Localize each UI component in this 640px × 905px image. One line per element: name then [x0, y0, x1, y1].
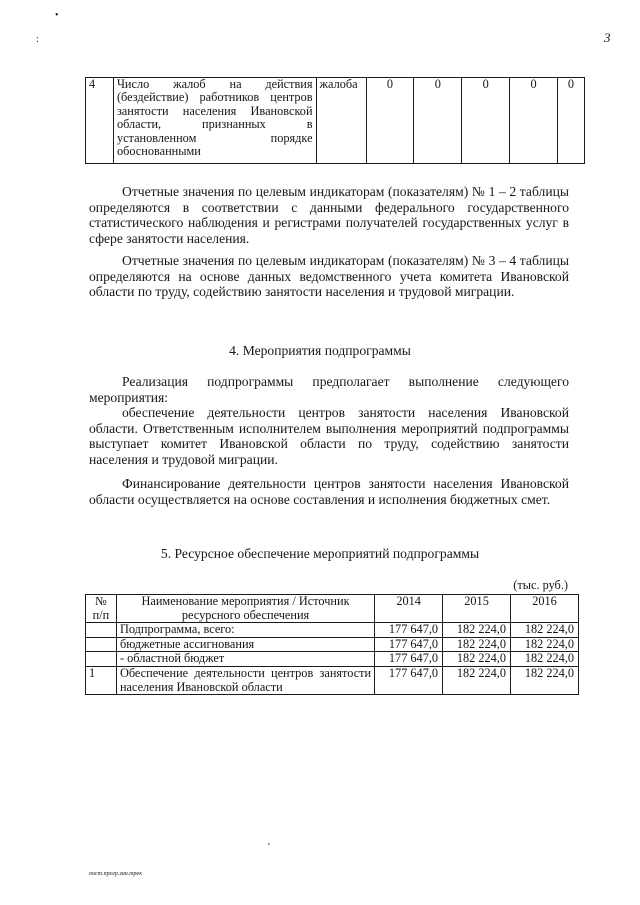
paragraph: Отчетные значения по целевым индикаторам (показателям) № 1 – 2 таблицы определяются в соответствии с данными федерального государственного статистического наблюдения и регистрами получателей государственных услуг в сфере занятости населения. [89, 184, 569, 246]
indicators-table [85, 77, 585, 164]
paragraph: Реализация подпрограммы предполагает выполнение следующего мероприятия: [89, 374, 569, 405]
header-year: 2015 [443, 595, 511, 623]
row-name: Подпрограмма, всего: [116, 623, 374, 638]
row-number [86, 652, 117, 667]
amount-cell: 182 224,0 [511, 623, 579, 638]
indicator-name: Число жалоб на действия (бездействие) работников центров занятости населения Ивановской области, признанных в установленном порядке обоснованными [113, 78, 316, 164]
header-year: 2016 [511, 595, 579, 623]
amount-cell: 182 224,0 [511, 652, 579, 667]
table-header-row [86, 595, 579, 623]
amount-cell: 182 224,0 [443, 623, 511, 638]
table-row [86, 78, 585, 164]
paragraph: Отчетные значения по целевым индикаторам (показателям) № 3 – 4 таблицы определяются на основе данных ведомственного учета комитета Ивановской области по труду, содействию занятости населения и трудовой миграции. [89, 253, 569, 300]
amount-cell: 182 224,0 [443, 652, 511, 667]
table-row [86, 652, 579, 667]
row-number: 4 [86, 78, 114, 164]
header-number: № п/п [86, 595, 117, 623]
unit-note: (тыс. руб.) [513, 578, 568, 592]
scan-mark: ' [268, 842, 270, 853]
header-year: 2014 [375, 595, 443, 623]
value-cell: 0 [366, 78, 414, 164]
row-name: бюджетные ассигнования [116, 637, 374, 652]
page-number: 3 [604, 30, 611, 45]
paragraph: обеспечение деятельности центров занятости населения Ивановской области. Ответственным исполнителем выполнения мероприятий подпрограммы выступает комитет Ивановской области по труду, содействию занятости населения и трудовой миграции. [89, 405, 569, 467]
amount-cell: 182 224,0 [511, 637, 579, 652]
value-cell: 0 [414, 78, 462, 164]
paragraph: Финансирование деятельности центров занятости населения Ивановской области осуществляется на основе составления и исполнения бюджетных смет. [89, 476, 569, 507]
header-name: Наименование мероприятия / Источник ресурсного обеспечения [116, 595, 374, 623]
row-number: 1 [86, 666, 117, 694]
value-cell: 0 [462, 78, 510, 164]
amount-cell: 182 224,0 [443, 666, 511, 694]
table-row [86, 637, 579, 652]
amount-cell: 182 224,0 [511, 666, 579, 694]
section-4-title: 4. Мероприятия подпрограммы [229, 343, 411, 358]
table-row [86, 623, 579, 638]
footer-note: пост.прогр.зан.трек [89, 871, 143, 877]
amount-cell: 177 647,0 [375, 652, 443, 667]
value-cell: 0 [510, 78, 558, 164]
scan-mark: • [55, 10, 59, 21]
amount-cell: 177 647,0 [375, 666, 443, 694]
scan-mark: : [36, 34, 39, 45]
value-cell: 0 [558, 78, 585, 164]
table-row [86, 666, 579, 694]
row-name: - областной бюджет [116, 652, 374, 667]
indicator-unit: жалоба [316, 78, 366, 164]
amount-cell: 177 647,0 [375, 637, 443, 652]
section-5-title: 5. Ресурсное обеспечение мероприятий подпрограммы [160, 546, 480, 561]
row-number [86, 623, 117, 638]
row-number [86, 637, 117, 652]
row-name: Обеспечение деятельности центров занятости населения Ивановской области [116, 666, 374, 694]
resource-table [85, 594, 579, 695]
amount-cell: 182 224,0 [443, 637, 511, 652]
amount-cell: 177 647,0 [375, 623, 443, 638]
